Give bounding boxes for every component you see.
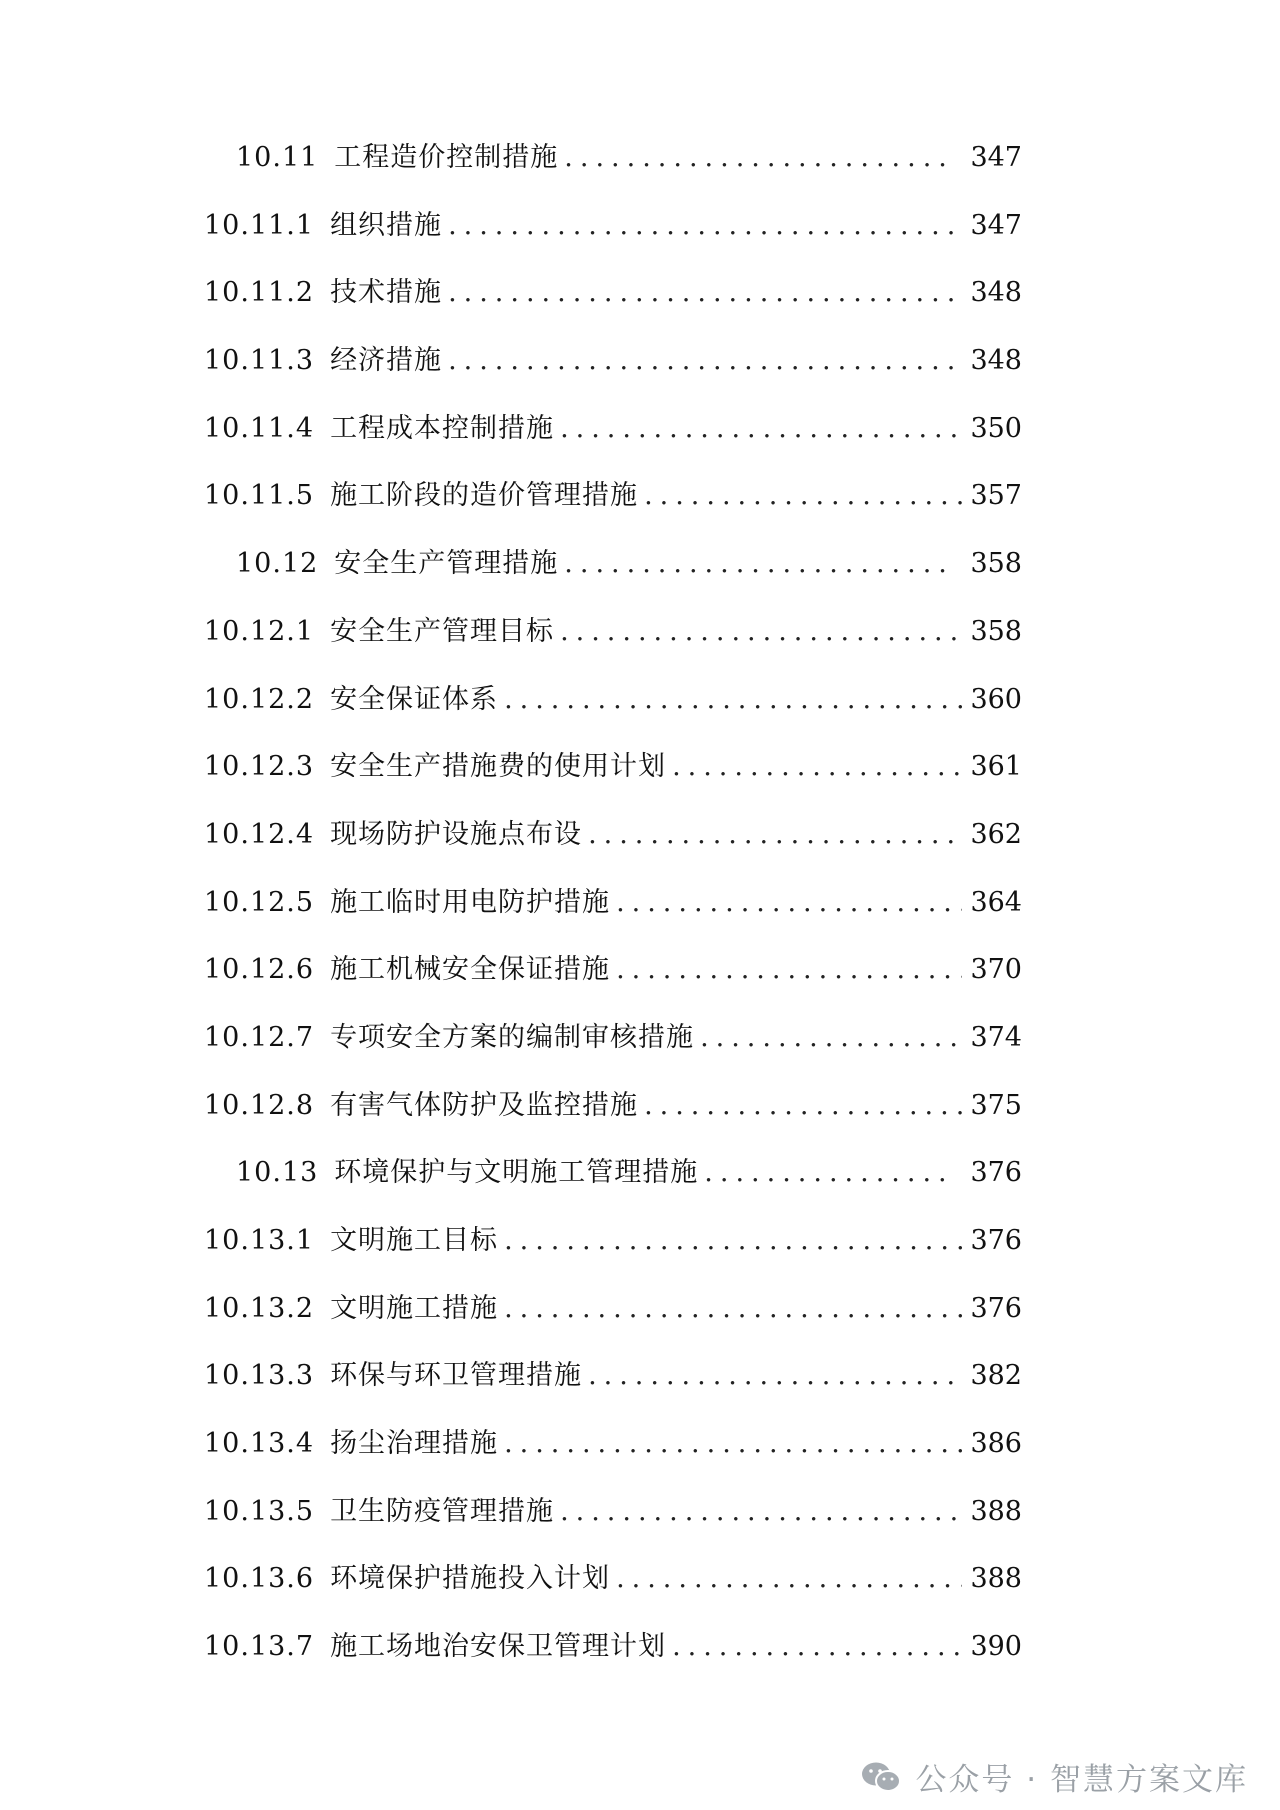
toc-dot-leader: [672, 1629, 962, 1665]
toc-dot-leader: [588, 1358, 962, 1394]
toc-entry-title: 文明施工措施: [330, 1292, 499, 1324]
toc-line: [204, 1494, 1022, 1530]
toc-dot-leader: [564, 140, 950, 176]
toc-entry-number: 10.13.3: [204, 1360, 315, 1392]
toc-entry[interactable]: [0, 263, 1280, 331]
toc-entry-title: 技术措施: [330, 277, 443, 309]
toc-dot-leader: [448, 275, 962, 311]
toc-line: [204, 411, 1022, 447]
toc-entry-title: 工程成本控制措施: [330, 412, 555, 444]
toc-dot-leader: [616, 1561, 962, 1597]
toc-entry[interactable]: [0, 1617, 1280, 1685]
toc-entry-number: 10.12.3: [204, 751, 315, 783]
toc-entry-number: 10.11.5: [204, 480, 315, 512]
toc-entry[interactable]: [0, 466, 1280, 534]
toc-dot-leader: [644, 478, 962, 514]
toc-entry[interactable]: [0, 196, 1280, 264]
table-of-contents: [0, 128, 1280, 1685]
toc-line: [204, 208, 1022, 244]
toc-entry[interactable]: [0, 399, 1280, 467]
toc-entry-title: 安全生产措施费的使用计划: [330, 751, 667, 783]
toc-entry-number: 10.12.6: [204, 954, 315, 986]
toc-dot-leader: [616, 952, 962, 988]
toc-line: [204, 1223, 1022, 1259]
watermark: [861, 1754, 1248, 1799]
toc-entry-page: 347: [970, 209, 1022, 241]
toc-entry[interactable]: [0, 602, 1280, 670]
toc-entry[interactable]: [0, 873, 1280, 941]
toc-entry-title: 扬尘治理措施: [330, 1428, 499, 1460]
toc-dot-leader: [588, 817, 962, 853]
toc-entry-page: 370: [970, 954, 1022, 986]
toc-dot-leader: [644, 1088, 962, 1124]
toc-entry-page: 388: [970, 1563, 1022, 1595]
toc-entry-page: 361: [970, 751, 1022, 783]
toc-entry[interactable]: [0, 1549, 1280, 1617]
toc-dot-leader: [504, 1291, 962, 1327]
toc-entry-title: 施工机械安全保证措施: [330, 954, 611, 986]
toc-entry[interactable]: [0, 331, 1280, 399]
toc-entry-title: 专项安全方案的编制审核措施: [330, 1021, 695, 1053]
toc-entry-number: 10.11.2: [204, 277, 315, 309]
toc-entry-title: 文明施工目标: [330, 1225, 499, 1256]
toc-entry[interactable]: [0, 1076, 1280, 1144]
toc-entry-number: 10.12.4: [204, 818, 315, 850]
toc-entry-number: 10.13.5: [204, 1495, 315, 1527]
toc-entry-title: 组织措施: [330, 209, 443, 241]
toc-entry[interactable]: [0, 805, 1280, 873]
toc-entry-number: 10.13.4: [204, 1428, 315, 1460]
toc-entry-title: 施工阶段的造价管理措施: [330, 480, 639, 512]
toc-entry-title: 有害气体防护及监控措施: [330, 1089, 639, 1121]
toc-entry-page: 350: [970, 412, 1022, 444]
toc-entry-title: 卫生防疫管理措施: [330, 1495, 555, 1527]
toc-entry-title: 工程造价控制措施: [334, 142, 559, 173]
toc-line: [204, 1426, 1022, 1462]
toc-entry-number: 10.11: [236, 142, 319, 173]
toc-dot-leader: [560, 1494, 962, 1530]
toc-entry-page: 388: [970, 1495, 1022, 1527]
toc-entry-number: 10.11.1: [204, 209, 315, 241]
toc-entry-title: 安全生产管理目标: [330, 615, 555, 647]
toc-dot-leader: [616, 885, 962, 921]
toc-line: [236, 140, 1022, 176]
toc-line: [236, 1155, 1022, 1191]
toc-entry[interactable]: [0, 1482, 1280, 1550]
toc-entry-number: 10.12.8: [204, 1089, 315, 1121]
toc-dot-leader: [560, 411, 962, 447]
toc-dot-leader: [504, 682, 962, 718]
toc-entry-page: 357: [970, 480, 1022, 512]
toc-dot-leader: [700, 1020, 962, 1056]
toc-entry-page: 374: [970, 1021, 1022, 1053]
toc-entry-page: 375: [970, 1089, 1022, 1121]
toc-entry-number: 10.11.3: [204, 345, 315, 377]
watermark-text: 公众号 · 智慧方案文库: [915, 1762, 1248, 1798]
toc-line: [236, 546, 1022, 582]
toc-entry[interactable]: [0, 128, 1280, 196]
toc-dot-leader: [672, 749, 962, 785]
toc-entry-page: 348: [970, 345, 1022, 377]
toc-entry-page: 358: [970, 615, 1022, 647]
toc-dot-leader: [448, 343, 962, 379]
toc-line: [204, 817, 1022, 853]
toc-entry[interactable]: [0, 1414, 1280, 1482]
toc-line: [204, 1629, 1022, 1665]
toc-line: [204, 749, 1022, 785]
toc-dot-leader: [504, 1223, 962, 1259]
toc-entry-page: 376: [970, 1225, 1022, 1256]
toc-line: [204, 885, 1022, 921]
toc-entry-title: 经济措施: [330, 345, 443, 377]
toc-dot-leader: [560, 614, 962, 650]
toc-entry-page: 358: [970, 548, 1022, 580]
toc-entry-page: 386: [970, 1428, 1022, 1460]
toc-entry-title: 环境保护措施投入计划: [330, 1563, 611, 1595]
toc-entry-page: 376: [970, 1157, 1022, 1189]
toc-line: [204, 1088, 1022, 1124]
toc-entry-page: 382: [970, 1360, 1022, 1392]
toc-entry-number: 10.12.2: [204, 683, 315, 715]
toc-entry[interactable]: [0, 1279, 1280, 1347]
toc-entry-page: 360: [970, 683, 1022, 715]
toc-entry-number: 10.11.4: [204, 412, 315, 444]
toc-dot-leader: [448, 208, 962, 244]
toc-line: [204, 614, 1022, 650]
toc-entry-page: 390: [970, 1631, 1022, 1663]
toc-line: [204, 682, 1022, 718]
toc-line: [204, 478, 1022, 514]
toc-entry-page: 348: [970, 277, 1022, 309]
toc-entry-number: 10.12: [236, 548, 319, 580]
toc-line: [204, 275, 1022, 311]
toc-entry-title: 环保与环卫管理措施: [330, 1360, 583, 1392]
toc-entry-number: 10.12.5: [204, 886, 315, 918]
toc-entry[interactable]: [0, 1143, 1280, 1211]
toc-entry-title: 现场防护设施点布设: [330, 818, 583, 850]
toc-line: [204, 952, 1022, 988]
toc-entry[interactable]: [0, 670, 1280, 738]
toc-entry[interactable]: [0, 1346, 1280, 1414]
toc-line: [204, 1291, 1022, 1327]
toc-entry[interactable]: [0, 1211, 1280, 1279]
toc-entry-title: 安全保证体系: [330, 683, 499, 715]
toc-entry-page: 347: [970, 142, 1022, 173]
toc-dot-leader: [504, 1426, 962, 1462]
toc-entry-title: 安全生产管理措施: [334, 548, 559, 580]
toc-entry-number: 10.12.7: [204, 1021, 315, 1053]
toc-line: [204, 1561, 1022, 1597]
toc-entry[interactable]: [0, 534, 1280, 602]
toc-entry-number: 10.13.6: [204, 1563, 315, 1595]
toc-entry-page: 376: [970, 1292, 1022, 1324]
toc-dot-leader: [564, 546, 950, 582]
toc-entry-number: 10.13.2: [204, 1292, 315, 1324]
toc-entry-page: 362: [970, 818, 1022, 850]
toc-entry-number: 10.12.1: [204, 615, 315, 647]
wechat-icon: [861, 1761, 901, 1793]
toc-entry-title: 环境保护与文明施工管理措施: [334, 1157, 699, 1189]
toc-entry[interactable]: [0, 737, 1280, 805]
toc-line: [204, 343, 1022, 379]
toc-entry[interactable]: [0, 1008, 1280, 1076]
toc-entry-page: 364: [970, 886, 1022, 918]
toc-entry-number: 10.13.1: [204, 1225, 315, 1256]
toc-line: [204, 1020, 1022, 1056]
toc-entry-title: 施工临时用电防护措施: [330, 886, 611, 918]
toc-entry-title: 施工场地治安保卫管理计划: [330, 1631, 667, 1663]
toc-entry[interactable]: [0, 940, 1280, 1008]
toc-line: [204, 1358, 1022, 1394]
toc-entry-number: 10.13.7: [204, 1631, 315, 1663]
toc-dot-leader: [704, 1155, 950, 1191]
toc-entry-number: 10.13: [236, 1157, 319, 1189]
